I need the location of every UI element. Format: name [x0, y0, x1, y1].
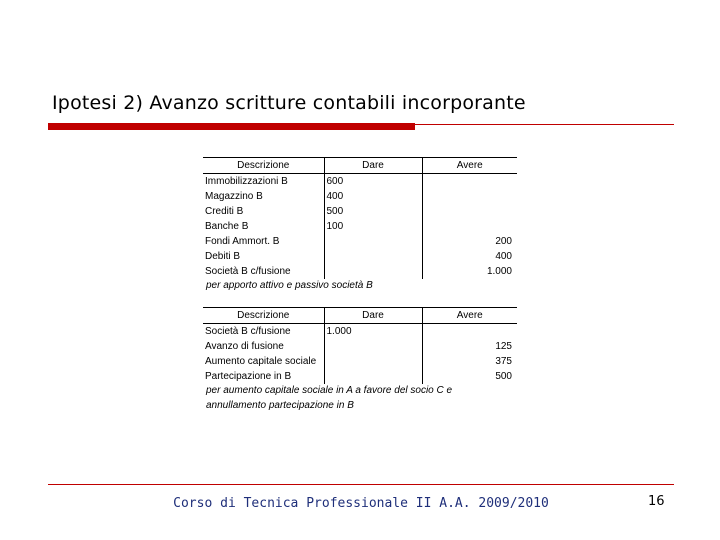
cell-descrizione: Società B c/fusione: [203, 264, 324, 279]
cell-dare: 100: [324, 219, 422, 234]
column-header-avere: Avere: [422, 308, 517, 324]
page-number: 16: [648, 494, 665, 509]
cell-avere: 1.000: [486, 266, 512, 277]
cell-avere: [422, 219, 517, 234]
cell-dare: 600: [324, 174, 422, 190]
cell-dare: [324, 264, 422, 279]
ledger-table-fusione: [203, 307, 517, 384]
slide-title: Ipotesi 2) Avanzo scritture contabili incorporante: [52, 92, 526, 114]
cell-descrizione: Debiti B: [203, 249, 324, 264]
table1-note: [206, 278, 373, 293]
column-header-descrizione: Descrizione: [203, 308, 324, 324]
table-row: [203, 339, 517, 354]
cell-avere: 375: [495, 356, 512, 367]
cell-avere: 200: [495, 236, 512, 247]
column-header-avere: Avere: [422, 158, 517, 174]
table-row: [203, 234, 517, 249]
cell-avere: [422, 189, 517, 204]
note-line: annullamento partecipazione in B: [206, 400, 354, 411]
table-header-row: [203, 158, 517, 174]
cell-descrizione: Partecipazione in B: [203, 369, 324, 384]
table-row: [203, 264, 517, 279]
cell-descrizione: Immobilizzazioni B: [203, 174, 324, 190]
cell-descrizione: Fondi Ammort. B: [203, 234, 324, 249]
cell-avere: [422, 324, 517, 340]
column-header-dare: Dare: [324, 158, 422, 174]
cell-avere: 125: [495, 341, 512, 352]
cell-avere: 500: [495, 371, 512, 382]
cell-descrizione: Magazzino B: [203, 189, 324, 204]
table-row: [203, 354, 517, 369]
table-row: [203, 324, 517, 340]
cell-dare: [324, 369, 422, 384]
table-header-row: [203, 308, 517, 324]
cell-dare: 500: [324, 204, 422, 219]
cell-avere: [422, 204, 517, 219]
ledger-table-apporto: [203, 157, 517, 279]
table2-note: [206, 383, 452, 413]
table-row: [203, 219, 517, 234]
cell-avere: [422, 174, 517, 190]
cell-dare: [324, 234, 422, 249]
cell-avere: 400: [495, 251, 512, 262]
cell-descrizione: Crediti B: [203, 204, 324, 219]
cell-dare: [324, 249, 422, 264]
title-underline: [48, 124, 674, 125]
cell-dare: [324, 354, 422, 369]
cell-descrizione: Banche B: [203, 219, 324, 234]
cell-dare: 400: [324, 189, 422, 204]
cell-dare: [324, 339, 422, 354]
table-row: [203, 174, 517, 190]
cell-descrizione: Società B c/fusione: [203, 324, 324, 340]
cell-descrizione: Aumento capitale sociale: [203, 354, 324, 369]
cell-descrizione: Avanzo di fusione: [203, 339, 324, 354]
column-header-descrizione: Descrizione: [203, 158, 324, 174]
table-row: [203, 369, 517, 384]
footer-rule: [48, 484, 674, 485]
footer-course: Corso di Tecnica Professionale II A.A. 2009/2010: [173, 496, 549, 511]
table-row: [203, 189, 517, 204]
table-row: [203, 204, 517, 219]
table-row: [203, 249, 517, 264]
cell-dare: 1.000: [324, 324, 422, 340]
note-line: per apporto attivo e passivo società B: [206, 280, 373, 291]
note-line: per aumento capitale sociale in A a favore del socio C e: [206, 385, 453, 396]
column-header-dare: Dare: [324, 308, 422, 324]
